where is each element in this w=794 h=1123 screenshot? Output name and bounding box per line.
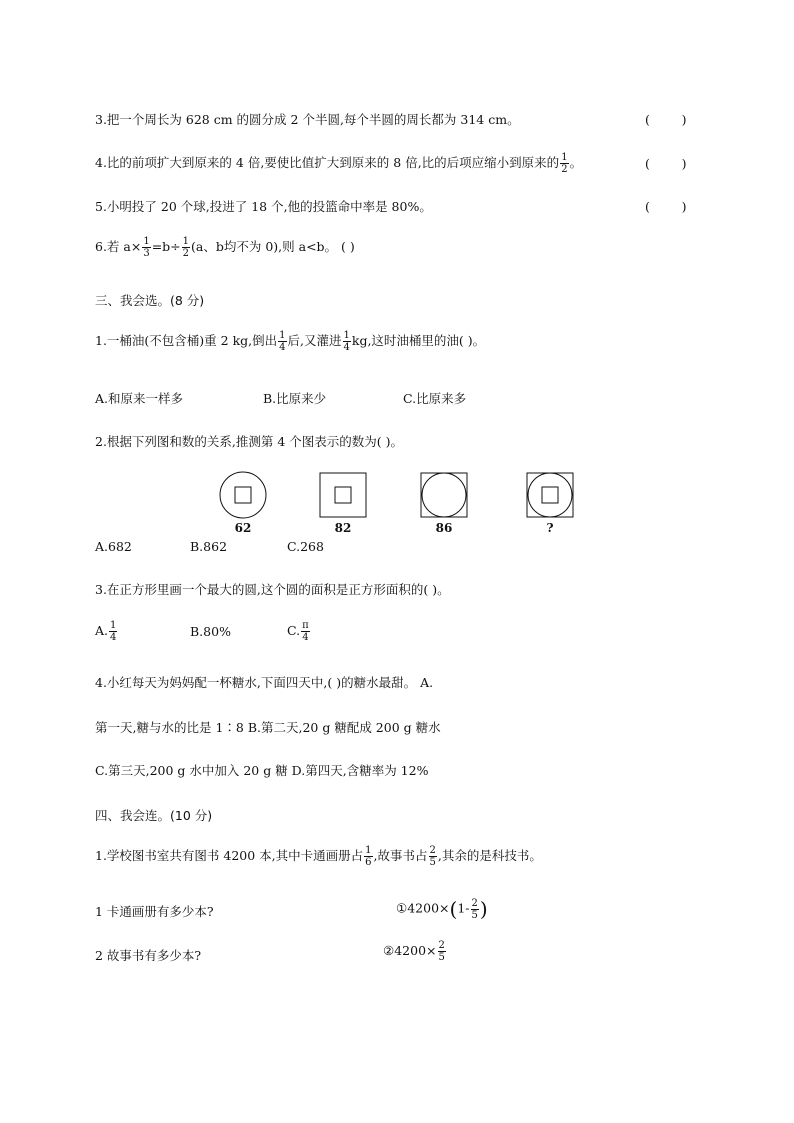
paren-right: ) bbox=[479, 897, 488, 921]
paren-left: ( bbox=[449, 897, 458, 921]
fraction: $\frac{1}{2}$ bbox=[561, 152, 568, 175]
question-3 bbox=[95, 112, 520, 128]
fraction: $\frac{1}{2}$ bbox=[182, 236, 190, 259]
s3q3-option-a[interactable]: A. $\frac{1}{4}$ bbox=[95, 620, 117, 643]
square-shape bbox=[235, 487, 251, 503]
s3q3-option-b[interactable]: B.80% bbox=[190, 624, 231, 639]
section-4-title: 四、我会连。(10 分) bbox=[95, 808, 213, 823]
question-4-answer-box[interactable]: ( ) bbox=[645, 156, 687, 171]
s3-question-3: 3.在正方形里画一个最大的圆,这个圆的面积是正方形面积的( )。 bbox=[95, 582, 450, 597]
question-5-text: 5.小明投了 20 个球,投进了 18 个,他的投篮命中率是 80%。 bbox=[95, 199, 432, 214]
fraction: $\frac{2}{5}$ bbox=[429, 845, 436, 868]
s3q2-option-b[interactable]: B.862 bbox=[190, 539, 228, 554]
circle-shape bbox=[422, 473, 466, 517]
square-shape bbox=[320, 473, 366, 517]
question-5 bbox=[95, 199, 432, 215]
s3q1-option-b[interactable]: B.比原来少 bbox=[263, 391, 327, 406]
square-shape bbox=[335, 487, 351, 503]
fraction: $\frac{1}{4}$ bbox=[343, 330, 350, 353]
square-shape bbox=[542, 487, 558, 503]
figure-3-label: 86 bbox=[435, 521, 453, 535]
match-right-2[interactable]: ②4200× $\frac{2}{5}$ bbox=[383, 940, 445, 963]
s3q2-option-a[interactable]: A.682 bbox=[95, 539, 132, 554]
figure-1 bbox=[218, 470, 268, 520]
s3q2-option-c[interactable]: C.268 bbox=[287, 539, 324, 554]
s3q4-options-line-2[interactable]: C.第三天,200 g 水中加入 20 g 糖 D.第四天,含糖率为 12% bbox=[95, 763, 429, 778]
fraction: $\frac{1}{4}$ bbox=[110, 620, 117, 643]
fraction: $\frac{1}{6}$ bbox=[365, 845, 372, 868]
fraction: $\frac{1}{3}$ bbox=[143, 236, 150, 259]
figure-3 bbox=[420, 472, 468, 518]
s3q4-options-line-1[interactable]: 第一天,糖与水的比是 1∶8 B.第二天,20 g 糖配成 200 g 糖水 bbox=[95, 720, 441, 735]
fraction: $\frac{1}{4}$ bbox=[279, 330, 286, 353]
s3q1-option-a[interactable]: A.和原来一样多 bbox=[95, 391, 184, 406]
question-3-text: 3.把一个周长为 628 cm 的圆分成 2 个半圆,每个半圆的周长都为 314 cm。 bbox=[95, 112, 520, 127]
figure-1-label: 62 bbox=[234, 521, 252, 535]
question-5-answer-box[interactable]: ( ) bbox=[645, 199, 687, 214]
s3q1-option-c[interactable]: C.比原来多 bbox=[403, 391, 467, 406]
fraction: $\frac{2}{5}$ bbox=[471, 897, 478, 921]
s3q3-option-c[interactable]: C. $\frac{\pi}{4}$ bbox=[287, 620, 309, 643]
question-6: 6.若 a× $\frac{1}{3}$ =b÷ $\frac{1}{2}$ (a、b均不为 0),则 a<b。 ( ) bbox=[95, 236, 355, 259]
fraction: $\frac{\pi}{4}$ bbox=[302, 620, 309, 643]
match-right-1[interactable]: ①4200×(1- $\frac{2}{5}$ ) bbox=[396, 897, 488, 921]
s3-question-2: 2.根据下列图和数的关系,推测第 4 个图表示的数为( )。 bbox=[95, 434, 404, 449]
figure-4-label: ? bbox=[546, 521, 554, 535]
match-left-1[interactable]: 1 卡通画册有多少本? bbox=[95, 904, 214, 919]
s3-question-4: 4.小红每天为妈妈配一杯糖水,下面四天中,( )的糖水最甜。 A. bbox=[95, 675, 434, 690]
circle-shape bbox=[528, 473, 572, 517]
question-4-text: 4.比的前项扩大到原来的 4 倍,要使比值扩大到原来的 8 倍,比的后项应缩小到原来的 bbox=[95, 155, 560, 170]
match-left-2[interactable]: 2 故事书有多少本? bbox=[95, 948, 202, 963]
figure-2-label: 82 bbox=[334, 521, 352, 535]
s4-question-1: 1.学校图书室共有图书 4200 本,其中卡通画册占 $\frac{1}{6}$ ,故事书占 $\frac{2}{5}$ ,其余的是科技书。 bbox=[95, 845, 542, 868]
question-3-answer-box[interactable]: ( ) bbox=[645, 112, 687, 127]
circle-shape bbox=[220, 472, 266, 518]
figure-4 bbox=[526, 472, 574, 518]
section-3-title: 三、我会选。(8 分) bbox=[95, 293, 205, 308]
figure-2 bbox=[319, 472, 367, 518]
question-4: 4.比的前项扩大到原来的 4 倍,要使比值扩大到原来的 8 倍,比的后项应缩小到原来的 $\frac{1}{2}$ 。 bbox=[95, 152, 583, 175]
s3-question-1: 1.一桶油(不包含桶)重 2 kg,倒出 $\frac{1}{4}$ 后,又灌进 $\frac{1}{4}$ kg,这时油桶里的油( )。 bbox=[95, 330, 486, 353]
fraction: $\frac{2}{5}$ bbox=[438, 940, 445, 963]
